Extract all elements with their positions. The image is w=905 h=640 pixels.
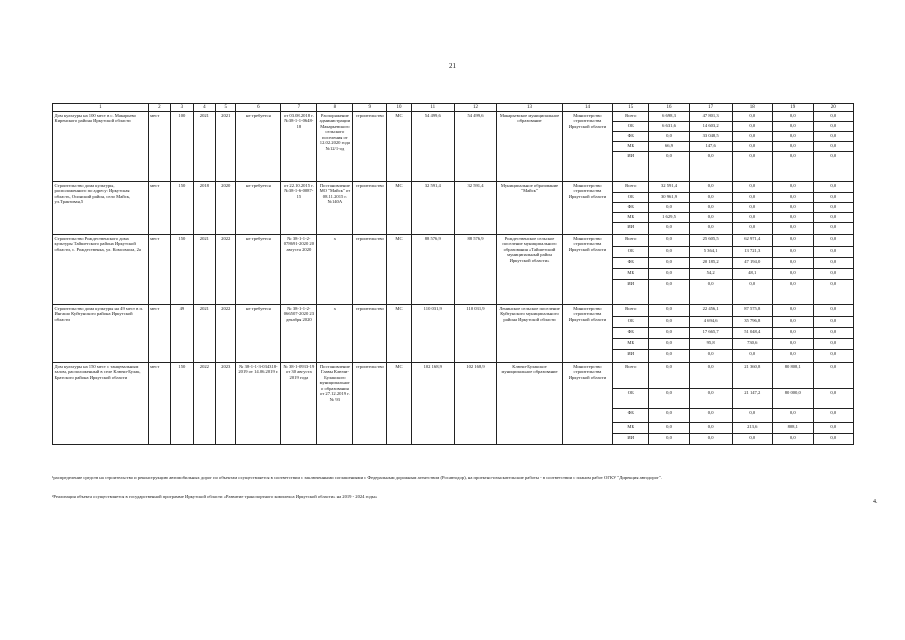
finance-value-cell: 0,0: [813, 280, 854, 305]
finance-value-cell: 6 631,6: [649, 122, 690, 132]
finance-value-cell: 62 971,4: [732, 235, 773, 247]
finance-value-cell: 21 360,8: [732, 363, 773, 389]
finance-value-cell: 0,0: [689, 423, 732, 434]
estimated-cost-cell: 110 031,9: [411, 305, 454, 363]
finance-source-cell: Всего: [613, 235, 649, 247]
expertise-cell: не требуется: [236, 182, 281, 235]
finance-value-cell: 0,0: [773, 213, 814, 223]
finance-value-cell: 0,0: [773, 434, 814, 445]
capacity-cell: 150: [171, 363, 194, 445]
remaining-cost-cell: 32 591,4: [454, 182, 497, 235]
permit-cell: от 03.08.2018 г. №38-1-1-0648-18: [281, 112, 317, 182]
finance-value-cell: 14 603,2: [689, 122, 732, 132]
finance-source-cell: ОБ: [613, 122, 649, 132]
finance-value-cell: 0,0: [649, 389, 690, 409]
finance-value-cell: 0,0: [813, 423, 854, 434]
finance-value-cell: 0,0: [732, 132, 773, 142]
finance-value-cell: 0,0: [773, 247, 814, 258]
finance-value-cell: 0,0: [813, 328, 854, 339]
finance-source-cell: ОБ: [613, 317, 649, 328]
column-header-12: 12: [454, 104, 497, 112]
finance-value-cell: 0,0: [813, 434, 854, 445]
finance-value-cell: 147,6: [689, 142, 732, 152]
finance-value-cell: 0,0: [813, 182, 854, 193]
finance-value-cell: 0,0: [732, 193, 773, 203]
finance-value-cell: 0,0: [813, 152, 854, 182]
finance-value-cell: 0,0: [689, 223, 732, 235]
finance-source-cell: Всего: [613, 363, 649, 389]
finance-value-cell: 0,0: [649, 305, 690, 317]
table-row: [53, 305, 854, 317]
column-header-2: 2: [148, 104, 171, 112]
finance-value-cell: 0,0: [649, 152, 690, 182]
finance-value-cell: 0,0: [732, 112, 773, 122]
footnote-1: ¹распределение средств на строительство и реконструкцию автомобильных дорог по объектам осуществляется в соответствии с заключенными соглашениями с Федеральным дорожным агентством (Росавтодор), на проектно-изыскательские работы - в соответствии с планом работ ОГКУ "Дирекция автодорог".: [52, 475, 662, 480]
work-type-cell: строительство: [353, 182, 387, 235]
basis-cell: х: [317, 305, 353, 363]
margin-mark: 4.: [873, 499, 878, 505]
column-header-10: 10: [387, 104, 412, 112]
finance-value-cell: 0,0: [773, 122, 814, 132]
finance-value-cell: 0,0: [813, 269, 854, 280]
customer-type-cell: МС: [387, 182, 412, 235]
column-header-17: 17: [689, 104, 732, 112]
finance-source-cell: ФБ: [613, 203, 649, 213]
finance-value-cell: 0,0: [773, 258, 814, 269]
customer-type-cell: МС: [387, 235, 412, 305]
remaining-cost-cell: 54 499,6: [454, 112, 497, 182]
finance-value-cell: 0,0: [649, 280, 690, 305]
estimated-cost-cell: 54 499,6: [411, 112, 454, 182]
object-name: Дом культуры на 100 мест в с. Макарьево Киренского района Иркутской области: [53, 112, 149, 182]
finance-value-cell: 47 194,0: [732, 258, 773, 269]
expertise-cell: № 38-1-1-3-034318-2019 от 14.06.2019 г.: [236, 363, 281, 445]
finance-value-cell: 0,0: [773, 182, 814, 193]
basis-cell: Распоряжение администрации Макарьевского сельского поселения от 12.02.2020 года №12/1-од: [317, 112, 353, 182]
finance-value-cell: 0,0: [732, 223, 773, 235]
capacity-cell: 150: [171, 235, 194, 305]
start-year-cell: 2021: [193, 112, 216, 182]
finance-value-cell: 0,0: [689, 280, 732, 305]
finance-value-cell: 0,0: [813, 363, 854, 389]
finance-value-cell: 0,0: [689, 203, 732, 213]
finance-value-cell: 0,0: [813, 142, 854, 152]
finance-value-cell: 0,0: [689, 182, 732, 193]
finance-value-cell: 1 629,5: [649, 213, 690, 223]
customer-type-cell: МС: [387, 363, 412, 445]
permit-cell: № 38-1-1-2-078691-2020 20 августа 2020: [281, 235, 317, 305]
finance-source-cell: ФБ: [613, 409, 649, 423]
estimated-cost-cell: 88 576,9: [411, 235, 454, 305]
finance-value-cell: 0,0: [773, 269, 814, 280]
finance-value-cell: 4 694,6: [689, 317, 732, 328]
finance-value-cell: 0,0: [732, 152, 773, 182]
remaining-cost-cell: 102 168,9: [454, 363, 497, 445]
column-header-11: 11: [411, 104, 454, 112]
finance-value-cell: 0,0: [649, 434, 690, 445]
finance-source-cell: ИИ: [613, 223, 649, 235]
finance-source-cell: Всего: [613, 112, 649, 122]
finance-source-cell: МБ: [613, 423, 649, 434]
finance-value-cell: 0,0: [813, 247, 854, 258]
finance-value-cell: 0,0: [773, 223, 814, 235]
permit-cell: № 38-1-0933-19 от 30 августа 2019 года: [281, 363, 317, 445]
developer-cell: Ключи-Булакское муниципальное образование: [497, 363, 562, 445]
unit-cell: мест: [148, 235, 171, 305]
table-row: [53, 182, 854, 193]
coordinator-cell: Министерство строительства Иркутской области: [562, 112, 613, 182]
estimated-cost-cell: 32 591,4: [411, 182, 454, 235]
finance-value-cell: 0,0: [732, 122, 773, 132]
permit-cell: № 38-1-1-2-066507-2020 23 декабря 2020: [281, 305, 317, 363]
capacity-cell: 100: [171, 112, 194, 182]
finance-value-cell: 30 961,9: [649, 193, 690, 203]
basis-cell: Постановление МО "Майск" от 08.11.2015 г. №140А: [317, 182, 353, 235]
finance-value-cell: 0,0: [813, 213, 854, 223]
column-header-15: 15: [613, 104, 649, 112]
finance-value-cell: 0,0: [773, 132, 814, 142]
column-header-1: 1: [53, 104, 149, 112]
finance-value-cell: 0,0: [773, 305, 814, 317]
expertise-cell: не требуется: [236, 112, 281, 182]
expertise-cell: не требуется: [236, 235, 281, 305]
finance-source-cell: Всего: [613, 305, 649, 317]
coordinator-cell: Министерство строительства Иркутской области: [562, 182, 613, 235]
work-type-cell: строительство: [353, 305, 387, 363]
header-row: [53, 104, 854, 112]
finance-value-cell: 0,0: [773, 235, 814, 247]
finance-source-cell: МБ: [613, 269, 649, 280]
table-row: [53, 112, 854, 122]
finance-source-cell: ОБ: [613, 247, 649, 258]
finance-value-cell: 87 575,8: [732, 305, 773, 317]
finance-value-cell: 0,0: [813, 112, 854, 122]
finance-value-cell: 35 796,8: [732, 317, 773, 328]
finance-value-cell: 0,0: [773, 203, 814, 213]
unit-cell: мест: [148, 305, 171, 363]
finance-value-cell: 0,0: [813, 305, 854, 317]
finance-source-cell: Всего: [613, 182, 649, 193]
finance-value-cell: 0,0: [813, 350, 854, 363]
end-year-cell: 2022: [216, 235, 236, 305]
finance-source-cell: ФБ: [613, 328, 649, 339]
finance-value-cell: 25 605,5: [689, 235, 732, 247]
finance-value-cell: 48,1: [732, 269, 773, 280]
finance-value-cell: 0,0: [732, 182, 773, 193]
work-type-cell: строительство: [353, 112, 387, 182]
finance-value-cell: 0,0: [649, 328, 690, 339]
finance-value-cell: 0,0: [732, 280, 773, 305]
object-name: Строительство дома культуры, расположенного по адресу: Иркутская область, Осинский район, село Майск, ул.Трактовая,5: [53, 182, 149, 235]
finance-value-cell: 0,0: [773, 152, 814, 182]
start-year-cell: 2022: [193, 363, 216, 445]
finance-value-cell: 33 048,5: [689, 132, 732, 142]
unit-cell: мест: [148, 112, 171, 182]
finance-value-cell: 213,6: [732, 423, 773, 434]
finance-source-cell: МБ: [613, 142, 649, 152]
customer-type-cell: МС: [387, 112, 412, 182]
finance-value-cell: 0,0: [773, 280, 814, 305]
finance-source-cell: ИИ: [613, 350, 649, 363]
finance-value-cell: 95,8: [689, 339, 732, 350]
finance-value-cell: 0,0: [773, 193, 814, 203]
finance-value-cell: 0,0: [813, 258, 854, 269]
finance-value-cell: 22 456,1: [689, 305, 732, 317]
finance-source-cell: ОБ: [613, 193, 649, 203]
finance-value-cell: 5 364,1: [689, 247, 732, 258]
finance-source-cell: ИИ: [613, 152, 649, 182]
column-header-3: 3: [171, 104, 194, 112]
finance-source-cell: ИИ: [613, 280, 649, 305]
coordinator-cell: Министерство строительства Иркутской области: [562, 363, 613, 445]
finance-value-cell: 0,0: [813, 339, 854, 350]
object-name: Строительство Рождественского дома культуры Тайшетского района Иркутской области, с. Рождественка, ул. Комсомола, 2а: [53, 235, 149, 305]
permit-cell: от 22.10.2015 г. №38-1-6-0087-15: [281, 182, 317, 235]
finance-value-cell: 80 808,1: [773, 363, 814, 389]
finance-value-cell: 0,0: [649, 258, 690, 269]
finance-value-cell: 0,0: [773, 350, 814, 363]
finance-value-cell: 0,0: [649, 132, 690, 142]
remaining-cost-cell: 110 031,9: [454, 305, 497, 363]
finance-value-cell: 0,0: [649, 423, 690, 434]
footnote-2: ²Реализация объекта осуществляется в государственной программе Иркутской области «Развитие транспортного комплекса Иркутской области» на 2019 - 2024 годы»: [52, 494, 378, 499]
finance-value-cell: 17 665,7: [689, 328, 732, 339]
finance-source-cell: ОБ: [613, 389, 649, 409]
developer-cell: Муниципальное образование "Майск": [497, 182, 562, 235]
finance-source-cell: МБ: [613, 213, 649, 223]
unit-cell: мест: [148, 363, 171, 445]
finance-value-cell: 808,1: [773, 423, 814, 434]
finance-source-cell: МБ: [613, 339, 649, 350]
end-year-cell: 2023: [216, 363, 236, 445]
finance-source-cell: ФБ: [613, 132, 649, 142]
finance-value-cell: 0,0: [732, 203, 773, 213]
basis-cell: Постановление Главы Ключи-Булакского муниципального образования от 27.12.2019 г. № 93: [317, 363, 353, 445]
column-header-7: 7: [281, 104, 317, 112]
coordinator-cell: Министерство строительства Иркутской области: [562, 305, 613, 363]
objects-table: [52, 103, 854, 445]
finance-value-cell: 0,0: [773, 317, 814, 328]
finance-source-cell: ФБ: [613, 258, 649, 269]
table-row: [53, 363, 854, 389]
finance-value-cell: 0,0: [813, 193, 854, 203]
start-year-cell: 2021: [193, 305, 216, 363]
finance-value-cell: 0,0: [689, 193, 732, 203]
estimated-cost-cell: 102 168,9: [411, 363, 454, 445]
column-header-6: 6: [236, 104, 281, 112]
finance-value-cell: 54,2: [689, 269, 732, 280]
end-year-cell: 2020: [216, 182, 236, 235]
finance-value-cell: 0,0: [773, 112, 814, 122]
finance-value-cell: 0,0: [689, 409, 732, 423]
customer-type-cell: МС: [387, 305, 412, 363]
finance-value-cell: 0,0: [649, 269, 690, 280]
developer-cell: Макарьевское муниципальное образование: [497, 112, 562, 182]
finance-value-cell: 0,0: [813, 223, 854, 235]
developer-cell: Ленинское сельское поселение Куйтунского муниципального района Иркутской области: [497, 305, 562, 363]
finance-value-cell: 0,0: [813, 317, 854, 328]
capacity-cell: 150: [171, 182, 194, 235]
expertise-cell: не требуется: [236, 305, 281, 363]
finance-value-cell: 20 185,2: [689, 258, 732, 269]
finance-value-cell: 0,0: [649, 339, 690, 350]
developer-cell: Рождественское сельское поселение муниципального образования «Тайшетский муниципальный район Иркутской области»: [497, 235, 562, 305]
finance-source-cell: ИИ: [613, 434, 649, 445]
finance-value-cell: 51 048,4: [732, 328, 773, 339]
remaining-cost-cell: 88 576,9: [454, 235, 497, 305]
finance-value-cell: 66,9: [649, 142, 690, 152]
column-header-19: 19: [773, 104, 814, 112]
basis-cell: х: [317, 235, 353, 305]
finance-value-cell: 0,0: [813, 389, 854, 409]
finance-value-cell: 0,0: [689, 389, 732, 409]
finance-value-cell: 0,0: [773, 339, 814, 350]
finance-value-cell: 0,0: [689, 350, 732, 363]
finance-value-cell: 0,0: [813, 235, 854, 247]
start-year-cell: 2018: [193, 182, 216, 235]
finance-value-cell: 0,0: [649, 350, 690, 363]
column-header-20: 20: [813, 104, 854, 112]
finance-value-cell: 0,0: [732, 350, 773, 363]
finance-value-cell: 0,0: [649, 363, 690, 389]
column-header-14: 14: [562, 104, 613, 112]
finance-value-cell: 0,0: [689, 213, 732, 223]
end-year-cell: 2021: [216, 112, 236, 182]
finance-value-cell: 0,0: [649, 409, 690, 423]
work-type-cell: строительство: [353, 235, 387, 305]
column-header-8: 8: [317, 104, 353, 112]
finance-value-cell: 0,0: [732, 434, 773, 445]
finance-value-cell: 0,0: [689, 363, 732, 389]
finance-value-cell: 0,0: [813, 132, 854, 142]
object-name: Дом культуры на 150 мест с танцевальным залом, расположенный в селе Ключи-Булак, Братского района Иркутской области: [53, 363, 149, 445]
finance-value-cell: 0,0: [773, 142, 814, 152]
finance-value-cell: 0,0: [649, 203, 690, 213]
start-year-cell: 2021: [193, 235, 216, 305]
finance-value-cell: 47 801,3: [689, 112, 732, 122]
finance-value-cell: 0,0: [773, 409, 814, 423]
finance-value-cell: 0,0: [732, 409, 773, 423]
column-header-16: 16: [649, 104, 690, 112]
finance-value-cell: 730,6: [732, 339, 773, 350]
page-number: 21: [449, 62, 456, 70]
finance-value-cell: 0,0: [813, 409, 854, 423]
finance-value-cell: 80 000,0: [773, 389, 814, 409]
finance-value-cell: 0,0: [732, 213, 773, 223]
finance-value-cell: 0,0: [649, 247, 690, 258]
finance-value-cell: 0,0: [649, 235, 690, 247]
finance-value-cell: 0,0: [689, 434, 732, 445]
column-header-18: 18: [732, 104, 773, 112]
object-name: Строительство дома культуры на 49 мест в п. Ингашо Куйтунского района Иркутской области: [53, 305, 149, 363]
finance-value-cell: 0,0: [732, 142, 773, 152]
coordinator-cell: Министерство строительства Иркутской области: [562, 235, 613, 305]
finance-value-cell: 0,0: [649, 223, 690, 235]
capacity-cell: 49: [171, 305, 194, 363]
finance-value-cell: 0,0: [689, 152, 732, 182]
column-header-13: 13: [497, 104, 562, 112]
column-header-9: 9: [353, 104, 387, 112]
finance-value-cell: 13 721,3: [732, 247, 773, 258]
unit-cell: мест: [148, 182, 171, 235]
finance-value-cell: 0,0: [813, 203, 854, 213]
column-header-5: 5: [216, 104, 236, 112]
table-row: [53, 235, 854, 247]
end-year-cell: 2022: [216, 305, 236, 363]
finance-value-cell: 32 591,4: [649, 182, 690, 193]
work-type-cell: строительство: [353, 363, 387, 445]
finance-value-cell: 0,0: [649, 317, 690, 328]
finance-value-cell: 6 698,3: [649, 112, 690, 122]
finance-value-cell: 0,0: [773, 328, 814, 339]
column-header-4: 4: [193, 104, 216, 112]
finance-value-cell: 21 147,2: [732, 389, 773, 409]
finance-value-cell: 0,0: [813, 122, 854, 132]
